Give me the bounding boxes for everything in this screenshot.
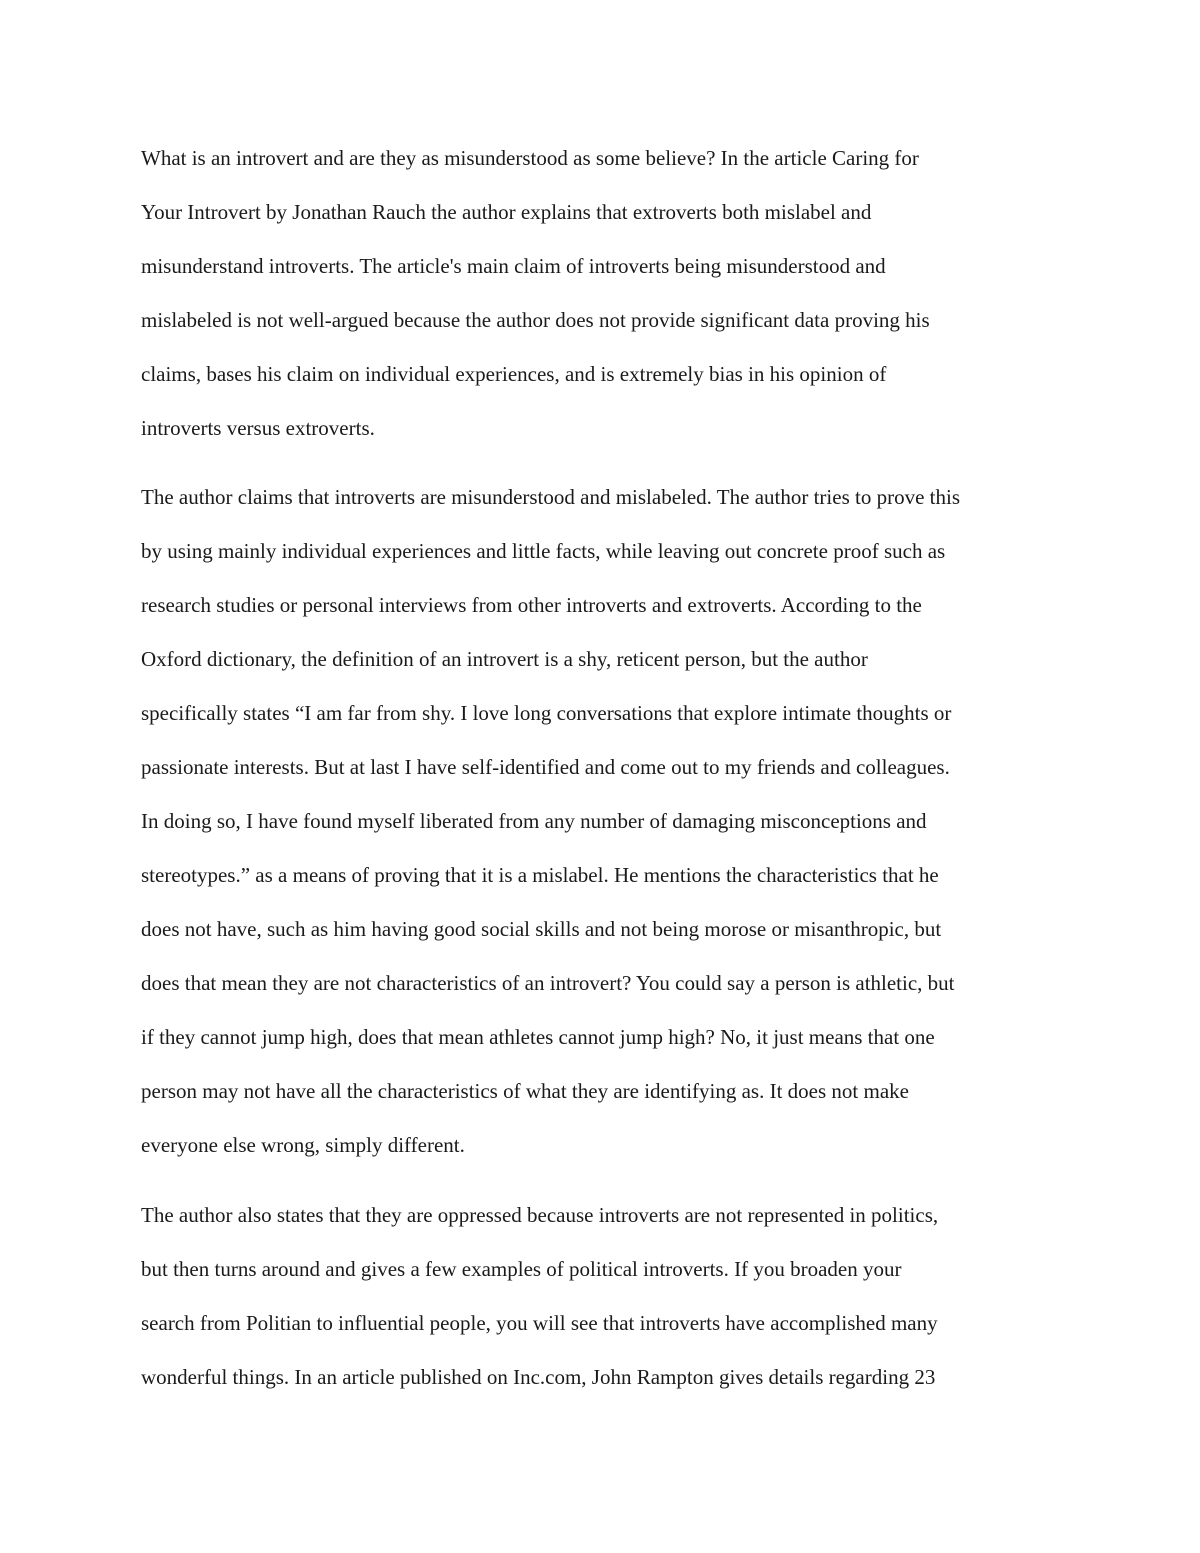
text-line: wonderful things. In an article published on Inc.com, John Rampton gives details regarding 23 (141, 1365, 936, 1389)
text-line: Your Introvert by Jonathan Rauch the author explains that extroverts both mislabel and (141, 200, 872, 224)
text-line: does that mean they are not characteristics of an introvert? You could say a person is athletic, but (141, 971, 955, 995)
text-line: person may not have all the characteristics of what they are identifying as. It does not make (141, 1079, 909, 1103)
text-line: introverts versus extroverts. (141, 416, 375, 440)
text-line: The author claims that introverts are misunderstood and mislabeled. The author tries to prove this (141, 485, 960, 509)
text-line: mislabeled is not well-argued because the author does not provide significant data proving his (141, 308, 930, 332)
text-line: specifically states “I am far from shy. I love long conversations that explore intimate thoughts or (141, 701, 952, 725)
text-line: claims, bases his claim on individual experiences, and is extremely bias in his opinion of (141, 362, 887, 386)
text-line: In doing so, I have found myself liberated from any number of damaging misconceptions and (141, 809, 927, 833)
text-line: everyone else wrong, simply different. (141, 1133, 465, 1157)
text-line: if they cannot jump high, does that mean athletes cannot jump high? No, it just means that one (141, 1025, 935, 1049)
text-line: but then turns around and gives a few examples of political introverts. If you broaden your (141, 1257, 902, 1281)
text-line: The author also states that they are oppressed because introverts are not represented in politics, (141, 1203, 939, 1227)
text-line: does not have, such as him having good social skills and not being morose or misanthropic, but (141, 917, 942, 941)
text-line: passionate interests. But at last I have self-identified and come out to my friends and colleagues. (141, 755, 950, 779)
text-line: Oxford dictionary, the definition of an introvert is a shy, reticent person, but the author (141, 647, 868, 671)
text-line: What is an introvert and are they as misunderstood as some believe? In the article Caring for (141, 146, 919, 170)
text-line: misunderstand introverts. The article's main claim of introverts being misunderstood and (141, 254, 886, 278)
text-line: stereotypes.” as a means of proving that it is a mislabel. He mentions the characteristics that he (141, 863, 939, 887)
text-line: search from Politian to influential people, you will see that introverts have accomplished many (141, 1311, 938, 1335)
text-line: by using mainly individual experiences and little facts, while leaving out concrete proof such as (141, 539, 946, 563)
text-line: research studies or personal interviews from other introverts and extroverts. According to the (141, 593, 922, 617)
